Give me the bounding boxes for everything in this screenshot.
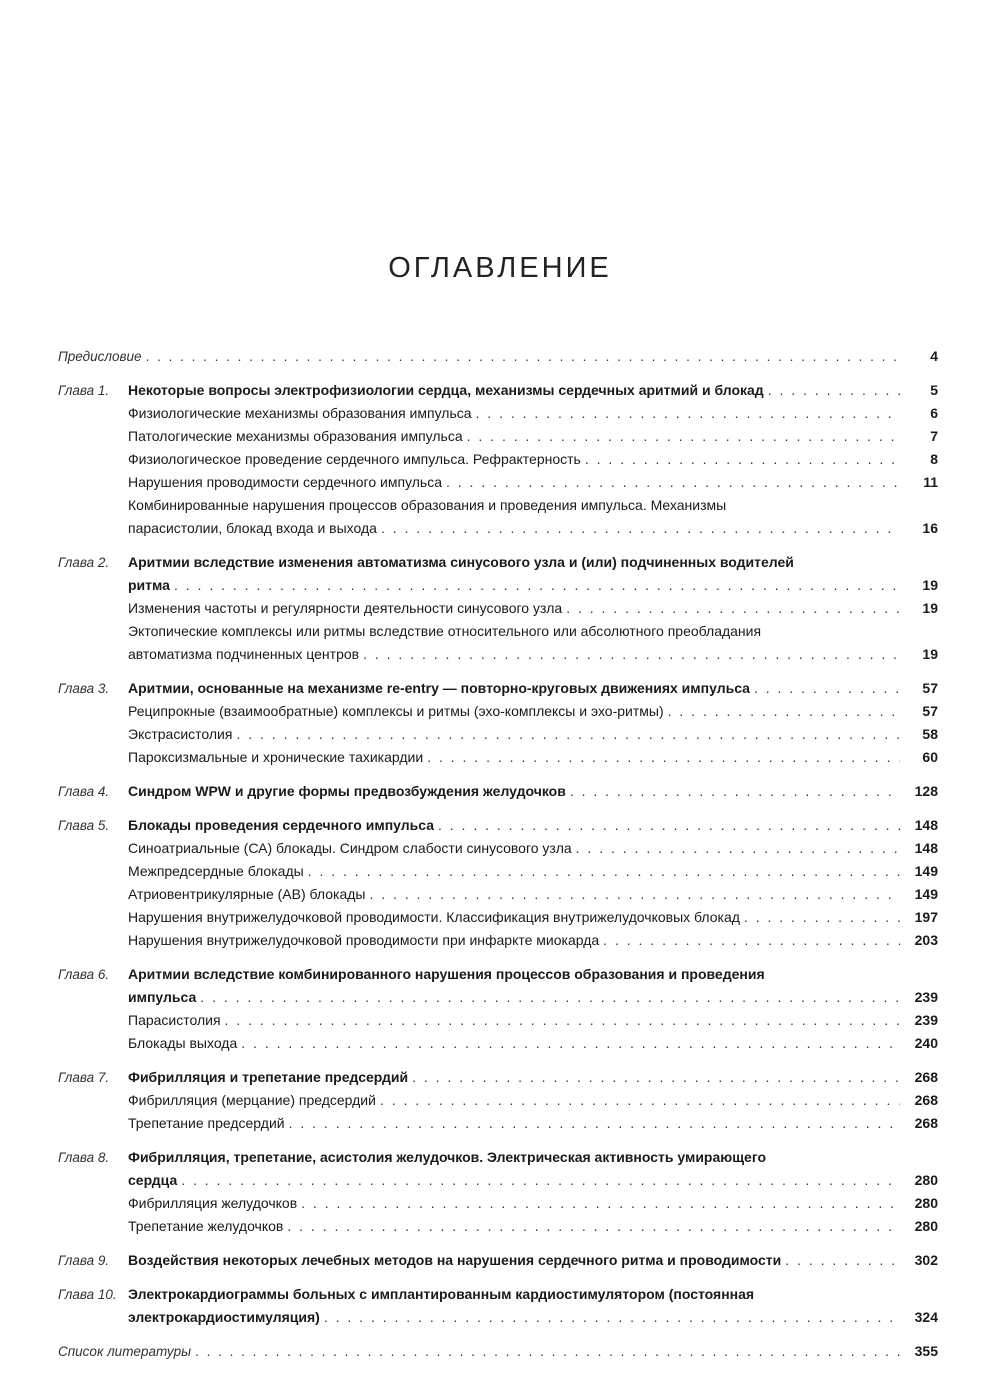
page-number: 6 (930, 405, 938, 421)
section-entry[interactable] (58, 700, 938, 723)
dot-leader (200, 986, 900, 1009)
toc-chapter-10 (58, 1283, 938, 1329)
dot-leader (754, 677, 900, 700)
chapter-title: Блокады проведения сердечного импульса (128, 817, 434, 833)
page-number: 280 (914, 1218, 938, 1234)
page-number: 302 (914, 1252, 938, 1268)
dot-leader (369, 883, 900, 906)
section-entry[interactable] (58, 837, 938, 860)
page-title: ОГЛАВЛЕНИЕ (388, 252, 612, 284)
chapter-heading[interactable] (58, 551, 938, 597)
preface-label: Предисловие (58, 349, 142, 364)
section-title: Трепетание желудочков (128, 1218, 284, 1234)
page-number: 4 (930, 348, 938, 364)
dot-leader (236, 723, 900, 746)
section-title: Нарушения проводимости сердечного импульса (128, 474, 442, 490)
chapter-title-line-1: Фибрилляция, трепетание, асистолия желудочков. Электрическая активность умирающего (128, 1149, 767, 1165)
chapter-label: Глава 9. (58, 1253, 110, 1268)
section-title-line-2: автоматизма подчиненных центров (128, 646, 360, 662)
dot-leader (301, 1192, 900, 1215)
section-entry[interactable] (58, 1192, 938, 1215)
dot-leader (174, 574, 900, 597)
chapter-heading[interactable] (58, 780, 938, 803)
dot-leader (181, 1169, 900, 1192)
page-number: 11 (923, 474, 938, 490)
section-title: Межпредсердные блокады (128, 863, 304, 879)
toc-preface[interactable] (58, 345, 938, 368)
section-title: Атриовентрикулярные (АВ) блокады (128, 886, 366, 902)
section-title: Патологические механизмы образования импульса (128, 428, 463, 444)
toc-chapter-7 (58, 1066, 938, 1135)
chapter-heading[interactable] (58, 814, 938, 837)
chapter-title-line-1: Аритмии вследствие изменения автоматизма синусового узла и (или) подчиненных водителей (128, 554, 794, 570)
toc-chapter-5 (58, 814, 938, 952)
chapter-heading[interactable] (58, 677, 938, 700)
dot-leader (380, 1089, 900, 1112)
dot-leader (467, 425, 900, 448)
dot-leader (308, 860, 900, 883)
page-number: 19 (922, 646, 938, 662)
dot-leader (412, 1066, 900, 1089)
section-entry[interactable] (58, 746, 938, 769)
page-number: 5 (930, 382, 938, 398)
dot-leader (603, 929, 900, 952)
dot-leader (566, 597, 900, 620)
chapter-title: Фибрилляция и трепетание предсердий (128, 1069, 409, 1085)
chapter-label: Глава 5. (58, 818, 110, 833)
section-entry[interactable] (58, 402, 938, 425)
section-entry[interactable] (58, 597, 938, 620)
page-number: 240 (914, 1035, 938, 1051)
page-number: 57 (922, 703, 938, 719)
section-title: Изменения частоты и регулярности деятельности синусового узла (128, 600, 563, 616)
section-title-line-1: Комбинированные нарушения процессов образования и проведения импульса. Механизмы (128, 497, 727, 513)
chapter-title: Некоторые вопросы электрофизиологии сердца, механизмы сердечных аритмий и блокад (128, 382, 764, 398)
page-number: 58 (922, 726, 938, 742)
section-entry[interactable] (58, 1032, 938, 1055)
page-number: 57 (922, 680, 938, 696)
page-number: 197 (914, 909, 938, 925)
chapter-title-line-1: Электрокардиограммы больных с имплантированным кардиостимулятором (постоянная (128, 1286, 755, 1302)
chapter-heading[interactable] (58, 1249, 938, 1272)
page-number: 148 (914, 840, 938, 856)
page-number: 8 (930, 451, 938, 467)
section-title: Фибрилляция желудочков (128, 1195, 298, 1211)
section-title: Блокады выхода (128, 1035, 238, 1051)
section-title: Нарушения внутрижелудочковой проводимости. Классификация внутрижелудочковых блокад (128, 909, 740, 925)
dot-leader (146, 345, 900, 368)
chapter-label: Глава 7. (58, 1070, 110, 1085)
dot-leader (476, 402, 900, 425)
section-entry[interactable] (58, 620, 938, 666)
section-entry[interactable] (58, 471, 938, 494)
page-number: 239 (914, 1012, 938, 1028)
toc-chapter-4 (58, 780, 938, 803)
chapter-title-line-2: импульса (128, 989, 197, 1005)
chapter-heading[interactable] (58, 1283, 938, 1329)
page-number: 19 (922, 577, 938, 593)
page-number: 268 (914, 1115, 938, 1131)
toc-chapter-3 (58, 677, 938, 769)
dot-leader (585, 448, 900, 471)
section-entry[interactable] (58, 860, 938, 883)
chapter-title-line-2: электрокардиостимуляция) (128, 1309, 320, 1325)
page-number: 19 (922, 600, 938, 616)
dot-leader (363, 643, 900, 666)
section-entry[interactable] (58, 1112, 938, 1135)
bibliography-label: Список литературы (58, 1344, 192, 1359)
chapter-heading[interactable] (58, 963, 938, 1009)
chapter-label: Глава 2. (58, 555, 110, 570)
dot-leader (744, 906, 900, 929)
dot-leader (427, 746, 900, 769)
section-title: Трепетание предсердий (128, 1115, 285, 1131)
section-entry[interactable] (58, 906, 938, 929)
section-title: Физиологическое проведение сердечного импульса. Рефрактерность (128, 451, 581, 467)
section-entry[interactable] (58, 1009, 938, 1032)
page-number: 7 (930, 428, 938, 444)
section-entry[interactable] (58, 425, 938, 448)
chapter-title: Синдром WPW и другие формы предвозбуждения желудочков (128, 783, 566, 799)
page-number: 203 (914, 932, 938, 948)
section-title: Реципрокные (взаимообратные) комплексы и ритмы (эхо-комплексы и эхо-ритмы) (128, 703, 664, 719)
page-number: 128 (914, 783, 938, 799)
section-entry[interactable] (58, 448, 938, 471)
section-entry[interactable] (58, 1215, 938, 1238)
chapter-title: Воздействия некоторых лечебных методов на нарушения сердечного ритма и проводимости (128, 1252, 782, 1268)
dot-leader (289, 1112, 900, 1135)
dot-leader (241, 1032, 900, 1055)
chapter-label: Глава 4. (58, 784, 110, 799)
page-number: 60 (922, 749, 938, 765)
page-number: 324 (914, 1309, 938, 1325)
table-of-contents (58, 345, 938, 1374)
page-number: 280 (914, 1172, 938, 1188)
section-title: Фибрилляция (мерцание) предсердий (128, 1092, 376, 1108)
toc-chapter-2 (58, 551, 938, 666)
chapter-label: Глава 10. (58, 1287, 117, 1302)
section-entry[interactable] (58, 1089, 938, 1112)
section-title: Нарушения внутрижелудочковой проводимости при инфаркте миокарда (128, 932, 600, 948)
section-title: Физиологические механизмы образования импульса (128, 405, 472, 421)
page-number: 16 (922, 520, 938, 536)
page-number: 149 (914, 886, 938, 902)
chapter-heading[interactable] (58, 1066, 938, 1089)
dot-leader (768, 379, 900, 402)
chapter-label: Глава 6. (58, 967, 110, 982)
dot-leader (381, 517, 900, 540)
section-title: Экстрасистолия (128, 726, 233, 742)
dot-leader (576, 837, 900, 860)
section-title: Пароксизмальные и хронические тахикардии (128, 749, 424, 765)
section-title-line-1: Эктопические комплексы или ритмы вследствие относительного или абсолютного преобладания (128, 623, 762, 639)
section-entry[interactable] (58, 883, 938, 906)
section-entry[interactable] (58, 929, 938, 952)
toc-chapter-1 (58, 379, 938, 540)
chapter-label: Глава 8. (58, 1150, 110, 1165)
dot-leader (324, 1306, 900, 1329)
page-number: 355 (914, 1343, 938, 1359)
dot-leader (225, 1009, 900, 1032)
toc-chapter-8 (58, 1146, 938, 1238)
section-title: Синоатриальные (СА) блокады. Синдром слабости синусового узла (128, 840, 572, 856)
section-title: Парасистолия (128, 1012, 221, 1028)
dot-leader (438, 814, 900, 837)
chapter-title-line-2: сердца (128, 1172, 178, 1188)
chapter-heading[interactable] (58, 379, 938, 402)
page-number: 268 (914, 1069, 938, 1085)
page-number: 149 (914, 863, 938, 879)
toc-chapter-6 (58, 963, 938, 1055)
section-entry[interactable] (58, 494, 938, 540)
chapter-title-line-2: ритма (128, 577, 170, 593)
page-number: 268 (914, 1092, 938, 1108)
dot-leader (570, 780, 900, 803)
dot-leader (287, 1215, 900, 1238)
dot-leader (785, 1249, 900, 1272)
chapter-label: Глава 1. (58, 383, 110, 398)
page-number: 148 (914, 817, 938, 833)
page-number: 239 (914, 989, 938, 1005)
toc-chapter-9 (58, 1249, 938, 1272)
chapter-title-line-1: Аритмии вследствие комбинированного нарушения процессов образования и проведения (128, 966, 765, 982)
section-entry[interactable] (58, 723, 938, 746)
page-number: 280 (914, 1195, 938, 1211)
section-title-line-2: парасистолии, блокад входа и выхода (128, 520, 377, 536)
dot-leader (446, 471, 900, 494)
dot-leader (668, 700, 900, 723)
chapter-label: Глава 3. (58, 681, 110, 696)
chapter-heading[interactable] (58, 1146, 938, 1192)
chapter-title: Аритмии, основанные на механизме re-entry — повторно-круговых движениях импульса (128, 680, 750, 696)
